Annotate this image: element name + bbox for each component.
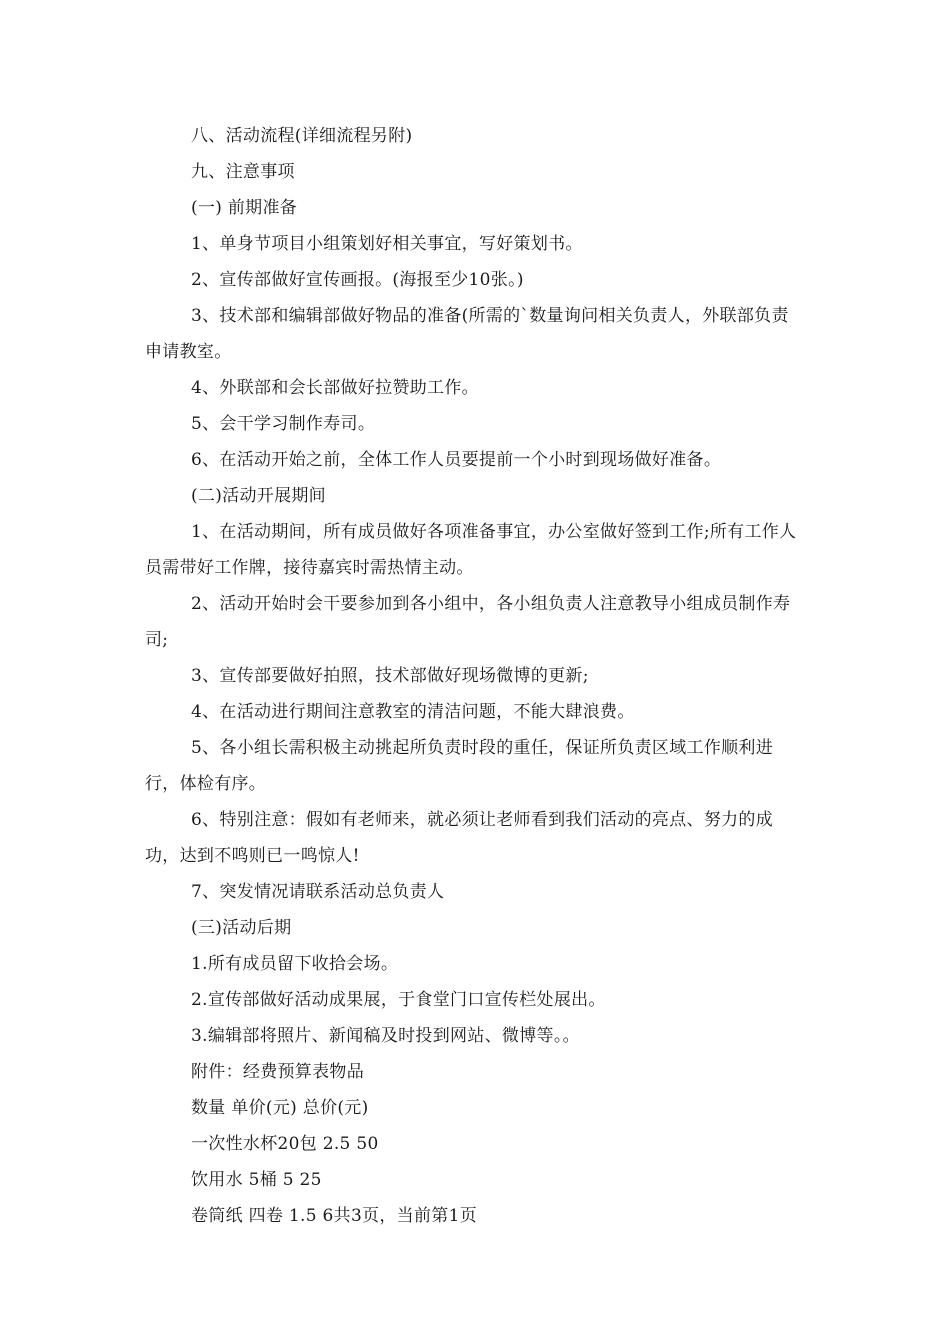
paragraph: 2.宣传部做好活动成果展，于食堂门口宣传栏处展出。: [191, 990, 606, 1010]
budget-row: 饮用水 5桶 5 25: [191, 1170, 322, 1190]
paragraph: 2、活动开始时会干要参加到各小组中，各小组负责人注意教导小组成员制作寿司;: [145, 594, 791, 650]
paragraph: 4、在活动进行期间注意教室的清洁问题，不能大肆浪费。: [191, 702, 635, 722]
section-heading: (二)活动开展期间: [191, 486, 326, 506]
paragraph: 3.编辑部将照片、新闻稿及时投到网站、微博等。。: [191, 1026, 580, 1046]
paragraph: 八、活动流程(详细流程另附): [191, 126, 413, 146]
paragraph: 1.所有成员留下收拾会场。: [191, 954, 399, 974]
paragraph: 6、特别注意：假如有老师来，就必须让老师看到我们活动的亮点、努力的成功，达到不鸣则已一鸣惊人!: [145, 810, 774, 866]
section-heading: (一) 前期准备: [191, 198, 298, 218]
paragraph: 7、突发情况请联系活动总负责人: [191, 882, 445, 902]
paragraph: 3、技术部和编辑部做好物品的准备(所需的`数量询问相关负责人，外联部负责申请教室。: [145, 306, 789, 362]
paragraph: 2、宣传部做好宣传画报。(海报至少10张。): [191, 270, 524, 290]
paragraph: 1、在活动期间，所有成员做好各项准备事宜，办公室做好签到工作;所有工作人员需带好工作牌，接待嘉宾时需热情主动。: [145, 522, 797, 578]
section-heading: (三)活动后期: [191, 918, 292, 938]
paragraph: 3、宣传部要做好拍照，技术部做好现场微博的更新;: [191, 666, 589, 686]
budget-header: 数量 单价(元) 总价(元): [191, 1098, 369, 1118]
paragraph: 5、会干学习制作寿司。: [191, 414, 376, 434]
document-body: [145, 118, 805, 1234]
budget-row: 卷筒纸 四卷 1.5 6共3页，当前第1页: [191, 1206, 477, 1226]
paragraph: 附件：经费预算表物品: [191, 1062, 364, 1082]
paragraph: 1、单身节项目小组策划好相关事宜，写好策划书。: [191, 234, 583, 254]
budget-row: 一次性水杯20包 2.5 50: [191, 1134, 379, 1154]
paragraph: 九、注意事项: [191, 162, 295, 182]
paragraph: 4、外联部和会长部做好拉赞助工作。: [191, 378, 479, 398]
paragraph: 6、在活动开始之前，全体工作人员要提前一个小时到现场做好准备。: [191, 450, 722, 470]
paragraph: 5、各小组长需积极主动挑起所负责时段的重任，保证所负责区域工作顺利进行，体检有序。: [145, 738, 774, 794]
